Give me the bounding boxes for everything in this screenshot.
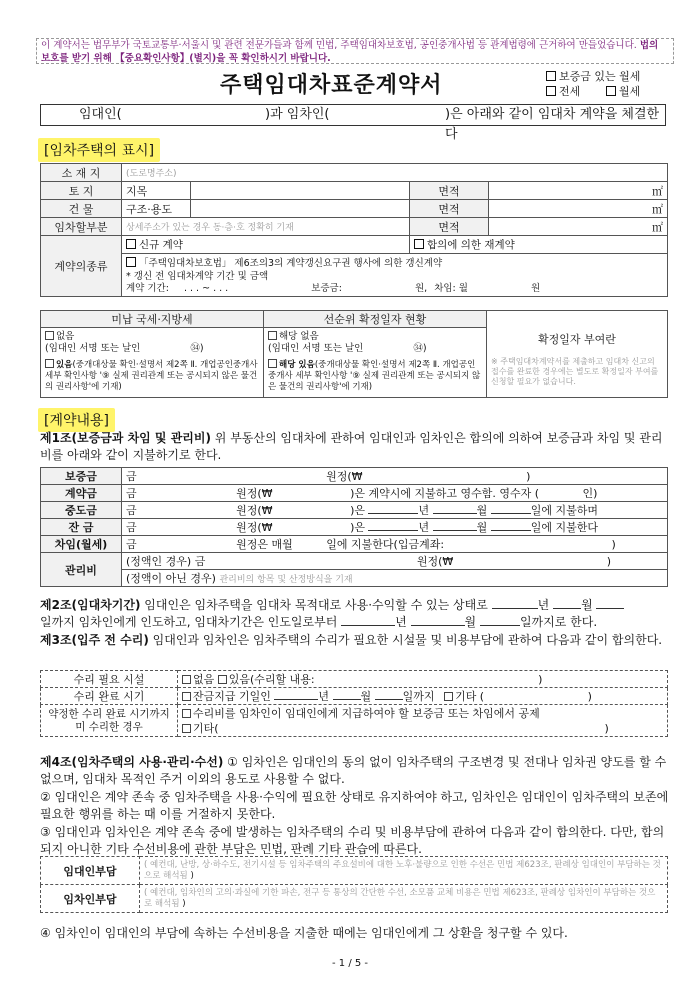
fee-row-label: 관리비 — [41, 553, 122, 587]
page-title: 주택임대차표준계약서 — [220, 72, 443, 98]
won-paren: 원정(₩ — [236, 521, 273, 534]
land-area-field[interactable] — [489, 182, 668, 200]
prior-fixdate-header: 선순위 확정일자 현황 — [264, 311, 487, 328]
landlord-burden-hint: ( 예컨대, 난방, 상·하수도, 전기시설 등 임차주택의 주요설비에 대한 노후·불량으로 인한 수선은 민법 제623조, 판례상 임대인이 부담하는 것으로 해석됨 — [144, 859, 661, 881]
year-label: 년 — [395, 615, 407, 629]
article-2-text1: 임대인은 임차주택을 임대차 목적대로 사용·수익할 수 있는 상태로 — [144, 598, 488, 612]
repair-need-label: 수리 필요 시설 — [41, 671, 178, 688]
article-3 — [40, 632, 672, 649]
property-table — [40, 163, 668, 297]
party-line — [40, 104, 666, 142]
article-4-p2: ② 임대인은 계약 존속 중 임차주택을 사용·수익에 필요한 상태로 유지하여야 하고, 임차인은 임대인이 임차주택의 보존에 필요한 행위를 하는 때 이를 거절하지 못한다. — [40, 790, 669, 821]
tenant-label: )과 임차인( — [265, 107, 330, 122]
geum-label: 금 — [126, 521, 137, 534]
unit-label: ㎡ — [652, 220, 663, 234]
payment-table — [40, 467, 668, 587]
unpaid-tax-header: 미납 국세·지방세 — [41, 311, 264, 328]
checkbox[interactable] — [218, 675, 227, 684]
new-contract-option[interactable] — [122, 236, 410, 254]
contract-kind-label: 계약의종류 — [41, 236, 122, 297]
deposit-row-field[interactable] — [122, 468, 668, 485]
article-2-title: 제2조(임대차기간) — [40, 598, 141, 612]
land-label: 토 지 — [41, 182, 122, 200]
fixdate-exists-option[interactable] — [268, 359, 482, 393]
notice-text: 이 계약서는 법무부가 국토교통부·서울시 및 관련 전문가들과 함께 민법, 주택임대차보호법, 공인중개사법 등 관계법령에 근거하여 만들었습니다. — [41, 40, 637, 51]
unit-label: ㎡ — [652, 202, 663, 216]
period-dots: . . . ~ . . . — [183, 282, 229, 294]
geum-label: 금 — [126, 470, 137, 483]
balance-before: 잔금지급 기일인 — [193, 690, 271, 703]
page-number: - 1 / 5 - — [331, 958, 369, 969]
new-contract-label: 신규 계약 — [139, 239, 183, 251]
until-label: 일까지 — [402, 690, 435, 703]
repair-yes: 있음(수리할 내용: — [228, 673, 315, 686]
contract-type-option-2[interactable] — [546, 83, 580, 99]
na-label: 해당 없음 — [279, 331, 319, 342]
fixdate-title: 확정일자 부여란 — [538, 333, 616, 346]
deposit-label: 보증금: — [311, 282, 342, 294]
repair-done-field[interactable] — [178, 688, 668, 705]
deduct-label: 수리비를 임차인이 임대인에게 지급하여야 할 보증금 또는 차임에서 공제 — [193, 706, 540, 720]
unit-label: ㎡ — [652, 184, 663, 198]
land-type-field[interactable] — [191, 182, 410, 200]
contract-type-option-3[interactable] — [606, 83, 640, 99]
fee-nonfixed-field[interactable] — [122, 570, 668, 587]
landlord-label: 임대인( — [79, 107, 122, 122]
middle-row-field[interactable] — [122, 502, 668, 519]
checkbox[interactable] — [45, 359, 54, 368]
article-1-title: 제1조(보증금과 차임 및 관리비) — [40, 431, 211, 445]
checkbox[interactable] — [126, 257, 136, 267]
article-4-title: 제4조(임차주택의 사용·관리·수선) — [40, 755, 224, 769]
close-paren: ) — [190, 870, 194, 881]
won-label: 원, — [414, 282, 428, 294]
fixed-won: 원정(₩ — [416, 555, 454, 568]
day-pay-label: 일에 지불한다 — [530, 521, 599, 534]
article-3-title: 제3조(입주 전 수리) — [40, 633, 149, 647]
month-label: 월 — [360, 690, 372, 703]
building-type-field[interactable] — [191, 200, 410, 218]
article-3-text: 임대인과 임차인은 임차주택의 수리가 필요한 시설물 및 비용부담에 관하여 다음과 같이 합의한다. — [152, 633, 663, 647]
article-4-p1: ① 임차인은 임대인의 동의 없이 임차주택의 구조변경 및 전대나 임차권 양도를 할 수 없으며, 임대차 목적인 주거 이외의 용도로 사용할 수 없다. — [40, 755, 667, 786]
close-paren: ) — [182, 898, 186, 909]
sign-hint: (임대인 서명 또는 날인 — [268, 343, 364, 354]
seal-mark: ㉞) — [413, 343, 427, 354]
checkbox[interactable] — [414, 239, 424, 249]
building-area-label: 면적 — [410, 200, 489, 218]
year-label: 년 — [537, 598, 550, 612]
contract-type-option-1[interactable] — [546, 68, 640, 84]
exists-label: 있음 — [56, 360, 73, 370]
renewal-right-option[interactable] — [122, 254, 668, 271]
tenant-burden-hint: ( 예컨대, 임차인의 고의·과실에 기한 파손, 전구 등 통상의 간단한 수선, 소모품 교체 비용은 민법 제623조, 판례상 임차인이 부담하는 것으로 해석됨 — [144, 887, 656, 909]
checkbox[interactable] — [546, 86, 556, 96]
building-area-field[interactable] — [489, 200, 668, 218]
fixdate-note: ※ 주택임대차계약서를 제출하고 임대차 신고의 접수를 완료한 경우에는 별도로 확정일자 부여를 신청할 필요가 없습니다. — [491, 357, 659, 386]
middle-row-label: 중도금 — [41, 502, 122, 519]
close-paren: ) — [587, 690, 592, 703]
won-label: 원 — [531, 282, 541, 294]
tenant-burden-label: 임차인부담 — [41, 885, 140, 913]
close-paren: ) — [606, 555, 612, 568]
contract-money-row-label: 계약금 — [41, 485, 122, 502]
rent-day: 일에 지불한다(입금계좌: — [326, 538, 445, 551]
won-paren: 원정(₩ — [326, 470, 363, 483]
seal-label: 인) — [582, 487, 598, 500]
tax-status-table — [40, 310, 668, 398]
none-label: 없음 — [56, 331, 75, 342]
landlord-burden-label: 임대인부담 — [41, 857, 140, 885]
checkbox[interactable] — [182, 709, 191, 718]
year-label: 년 — [418, 504, 430, 517]
article-2 — [40, 597, 672, 631]
tenant-burden-field[interactable] — [140, 885, 668, 913]
na-exists-label: 해당 있음 — [279, 360, 315, 370]
other-label: 기타 ( — [455, 690, 485, 703]
fee-fixed-field[interactable] — [122, 553, 668, 570]
land-area-label: 면적 — [410, 182, 489, 200]
renewal-prior-terms — [122, 270, 668, 296]
fixdate-none-option[interactable] — [268, 331, 482, 343]
fixdate-header — [487, 311, 668, 398]
landlord-burden-field[interactable] — [140, 857, 668, 885]
party-clause: )은 아래와 같이 임대차 계약을 체결한다 — [445, 107, 660, 142]
close-paren: ) — [526, 470, 531, 483]
month-label: 월 — [464, 615, 477, 629]
address-field[interactable] — [122, 164, 668, 182]
checkbox[interactable] — [182, 675, 191, 684]
exists-note: (중개대상물 확인·설명서 제2쪽 Ⅱ. 개업공인중개사 세부 확인사항 '⑨ 실제 권리관계 또는 공시되지 않은 물건의 권리사항'에 기재) — [45, 360, 258, 392]
repair-done-label: 수리 완료 시기 — [41, 688, 178, 705]
geum-label: 금 — [126, 504, 137, 517]
year-label: 년 — [418, 521, 430, 534]
agreed-renewal-label: 합의에 의한 재계약 — [427, 239, 515, 251]
seal-mark: ㉞) — [190, 343, 204, 354]
rent-row-field[interactable] — [122, 536, 668, 553]
won-paren: 원정(₩ — [236, 487, 273, 500]
checkbox[interactable] — [182, 692, 191, 701]
nonfixed-case: (정액이 아닌 경우) — [126, 572, 216, 585]
balance-row-label: 잔 금 — [41, 519, 122, 536]
checkbox[interactable] — [546, 71, 556, 81]
checkbox[interactable] — [444, 692, 453, 701]
section-heading-contract: [계약내용] — [38, 408, 115, 432]
if-not-repaired-label: 약정한 수리 완료 시기까지 미 수리한 경우 — [41, 705, 178, 737]
article-4 — [40, 754, 672, 858]
eun-label: )은 — [350, 504, 365, 517]
article-2-text3: 일까지로 한다. — [519, 615, 598, 629]
close-paren: ) — [611, 538, 616, 551]
building-label: 건 물 — [41, 200, 122, 218]
geum-label: 금 — [126, 487, 137, 500]
tax-sign-line — [45, 343, 259, 355]
unpaid-tax-cell — [41, 328, 264, 398]
month-label: 월 — [581, 598, 593, 612]
rent-text: 원정은 매월 — [236, 538, 293, 551]
rent-label: 차임: 월 — [434, 282, 468, 294]
checkbox[interactable] — [268, 359, 277, 368]
section-heading-property: [임차주택의 표시] — [38, 138, 160, 162]
contract-type-label: 보증금 있는 월세 — [559, 70, 641, 83]
eun-label: )은 — [350, 521, 365, 534]
renewal-terms-line — [126, 283, 663, 295]
article-4-p3: ③ 임대인과 임차인은 계약 존속 중에 발생하는 임차주택의 수리 및 비용부담에 관하여 다음과 같이 합의한다. 다만, 합의되지 아니한 기타 수선비용에 관한 부담은 민법, 판례 기타 관습에 따른다. — [40, 825, 665, 856]
tax-none-option[interactable] — [45, 331, 259, 343]
tax-exists-option[interactable] — [45, 359, 259, 393]
repair-table — [40, 670, 668, 737]
lease-area-label: 면적 — [410, 218, 489, 236]
article-1 — [40, 430, 670, 464]
renewal-note: * 갱신 전 임대차계약 기간 및 금액 — [126, 270, 269, 282]
close-paren: ) — [538, 673, 543, 686]
article-4-p4: ④ 임차인이 임대인의 부담에 속하는 수선비용을 지출한 때에는 임대인에게 그 상환을 청구할 수 있다. — [40, 926, 568, 940]
month-label: 월 — [476, 521, 488, 534]
paid-at-contract: )은 계약시에 지불하고 영수함. 영수자 ( — [350, 487, 540, 500]
article-2-text2: 일까지 임차인에게 인도하고, 임대차기간은 인도일로부터 — [40, 615, 338, 629]
burden-table — [40, 856, 668, 913]
nonfixed-hint: 관리비의 항목 및 산정방식을 기재 — [219, 575, 353, 585]
renewal-right-label: 「주택임대차보호법」 제6조의3의 계약갱신요구권 행사에 의한 갱신계약 — [139, 258, 443, 269]
checkbox[interactable] — [126, 239, 136, 249]
month-label: 월 — [476, 504, 488, 517]
address-label: 소 재 지 — [41, 164, 122, 182]
checkbox[interactable] — [606, 86, 616, 96]
won-paren: 원정(₩ — [236, 504, 273, 517]
contract-money-row-field[interactable] — [122, 485, 668, 502]
lease-part-label: 임차할부분 — [41, 218, 122, 236]
balance-row-field[interactable] — [122, 519, 668, 536]
year-label: 년 — [318, 690, 330, 703]
contract-type-label: 전세 — [559, 85, 581, 98]
lease-area-field[interactable] — [489, 218, 668, 236]
lease-part-hint: 상세주소가 있는 경우 동·층·호 정확히 기재 — [126, 223, 294, 233]
sign-hint: (임대인 서명 또는 날인 — [45, 343, 141, 354]
land-type-label: 지목 — [122, 182, 191, 200]
deposit-row-label: 보증금 — [41, 468, 122, 485]
lease-part-field[interactable] — [122, 218, 410, 236]
na-exists-note: (중개대상물 확인·설명서 제2쪽 Ⅱ. 개업공인중개사 세부 확인사항 '⑨ 실제 권리관계 또는 공시되지 않은 물건의 권리사항'에 기재) — [268, 360, 481, 392]
close-paren: ) — [604, 721, 609, 735]
period-label: 계약 기간: — [126, 282, 169, 294]
checkbox[interactable] — [268, 331, 277, 340]
day-pay-label: 일에 지불하며 — [530, 504, 599, 517]
notice-emphasis: 법의 보호를 받기 위해 【중요확인사항】(별지)을 꼭 확인하시기 바랍니다. — [41, 40, 659, 64]
building-type-label: 구조·용도 — [122, 200, 191, 218]
if-not-repaired-field[interactable] — [178, 705, 668, 737]
prior-fixdate-cell — [264, 328, 487, 398]
fixdate-sign-line — [268, 343, 482, 355]
other2-label: 기타( — [193, 721, 219, 735]
rent-row-label: 차임(월세) — [41, 536, 122, 553]
fixed-case: (정액인 경우) 금 — [126, 555, 206, 568]
repair-need-field[interactable] — [178, 671, 668, 688]
article-1-text: 위 부동산의 임대차에 관하여 임대인과 임차인은 합의에 의하여 보증금과 차임 및 관리비를 아래와 같이 지불하기로 한다. — [40, 431, 663, 462]
legal-notice — [36, 38, 674, 64]
address-placeholder: (도로명주소) — [126, 169, 177, 179]
repair-none: 없음 — [193, 673, 215, 686]
checkbox[interactable] — [45, 331, 54, 340]
contract-type-label: 월세 — [619, 85, 641, 98]
geum-label: 금 — [126, 538, 137, 551]
agreed-renewal-option[interactable] — [410, 236, 668, 254]
checkbox[interactable] — [182, 724, 191, 733]
